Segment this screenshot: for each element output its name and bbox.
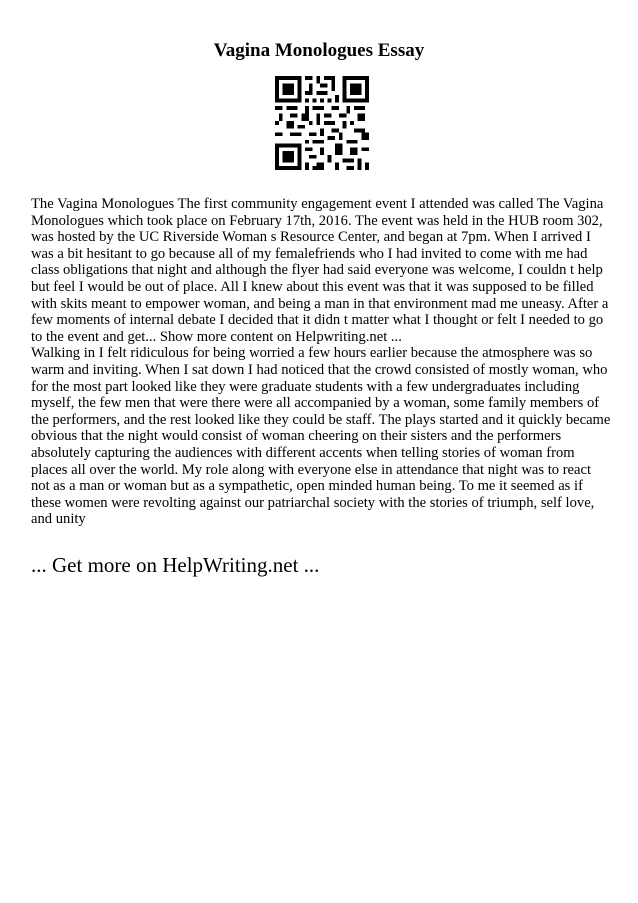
document-title: Vagina Monologues Essay: [213, 40, 425, 61]
qr-code-icon: [275, 76, 369, 170]
essay-body: [31, 196, 611, 528]
essay-paragraph: The Vagina Monologues The first community engagement event I attended was called The Vagina Monologues which took place on February 17th, 2016. The event was held in the HUB room 302, was hosted by the UC Riverside Woman s Resource Center, and began at 7pm. When I arrived I was a bit hesitant to go because all of my femalefriends who I had invited to come with me had class obligations that night and although the flyer had said everyone was welcome, I couldn t help but feel I would be out of place. All I knew about this event was that it was supposed to be filled with skits meant to empower woman, and being a man in that environment mad me uneasy. After a few moments of internal debate I decided that it didn t matter what I thought or felt I needed to go to the event and get... Show more content on Helpwriting.net ...: [31, 196, 609, 345]
get-more-link[interactable]: ... Get more on HelpWriting.net ...: [31, 553, 320, 577]
essay-paragraph: Walking in I felt ridiculous for being worried a few hours earlier because the atmosphere was so warm and inviting. When I sat down I had noticed that the crowd consisted of mostly woman, who for the most part looked like they were graduate students with a few undergraduates including myself, the few men that were there were all accompanied by a woman, some family members of the performers, and the rest looked like they could be staff. The plays started and it quickly became obvious that the night would consist of woman cheering on their sisters and the performers absolutely capturing the audiences with different accents when telling stories of woman from places all over the world. My role along with everyone else in attendance that night was to react not as a man or woman but as a sympathetic, open minded human being. To me it seemed as if these women were revolting against our patriarchal society with the stories of triumph, self love, and unity: [31, 345, 611, 528]
